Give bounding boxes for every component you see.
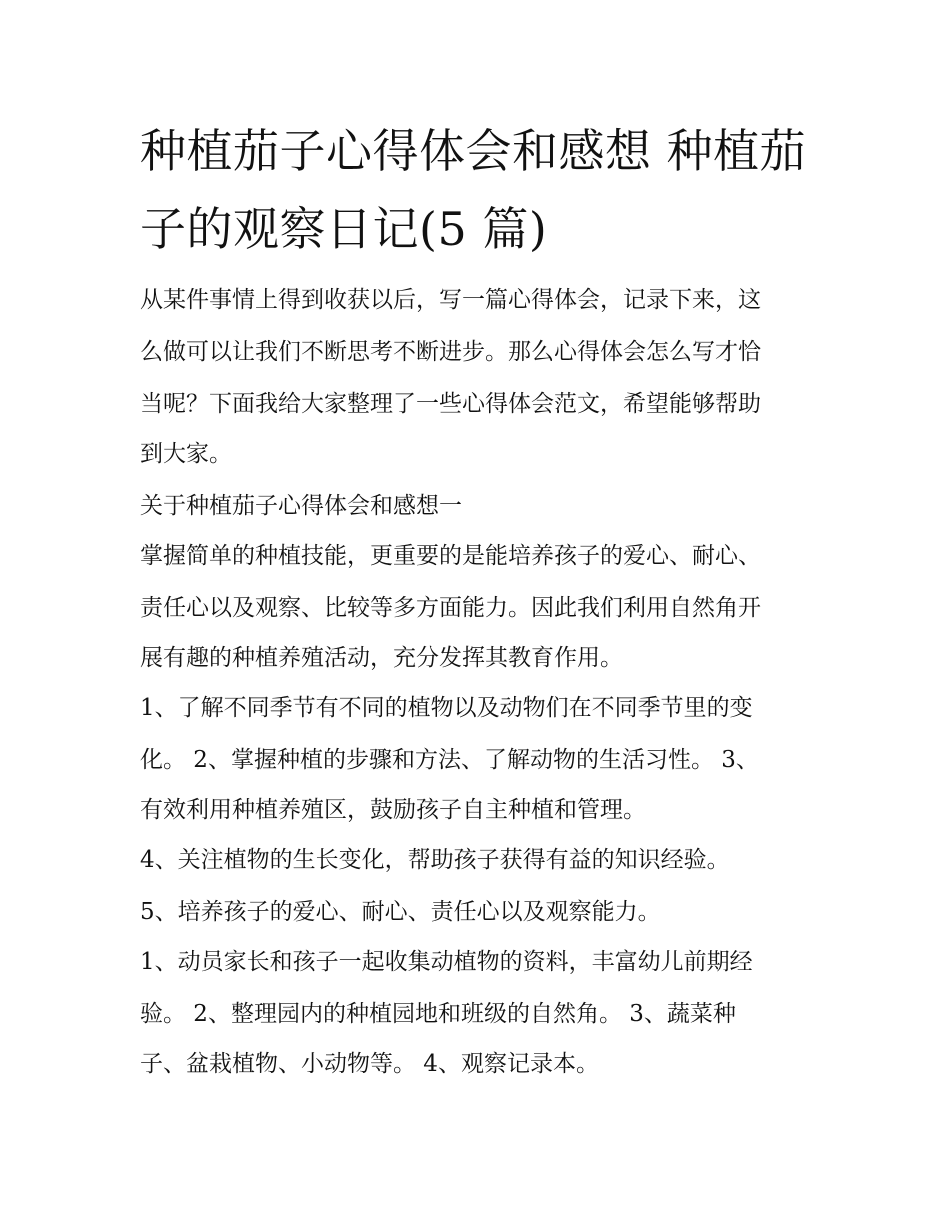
- list-item: 5、培养孩子的爱心、耐心、责任心以及观察能力。: [140, 899, 661, 925]
- list-item: 验。 2、整理园内的种植园地和班级的自然角。 3、蔬菜种: [140, 1001, 736, 1027]
- text-line: 当呢？下面我给大家整理了一些心得体会范文，希望能够帮助: [140, 391, 761, 417]
- text-line: 责任心以及观察、比较等多方面能力。因此我们利用自然角开: [140, 595, 761, 621]
- list-item: 4、关注植物的生长变化，帮助孩子获得有益的知识经验。: [140, 847, 730, 873]
- text-line: 展有趣的种植养殖活动，充分发挥其教育作用。: [140, 645, 623, 671]
- text-line: 从某件事情上得到收获以后，写一篇心得体会，记录下来，这: [140, 287, 761, 313]
- list-item: 1、了解不同季节有不同的植物以及动物们在不同季节里的变: [140, 695, 753, 721]
- section-heading: 关于种植茄子心得体会和感想一: [140, 493, 462, 519]
- document-title: 种植茄子心得体会和感想 种植茄子的观察日记(5 篇): [140, 124, 807, 256]
- text-line: 么做可以让我们不断思考不断进步。那么心得体会怎么写才恰: [140, 339, 761, 365]
- text-line: 到大家。: [140, 441, 232, 467]
- text-line: 掌握简单的种植技能，更重要的是能培养孩子的爱心、耐心、: [140, 543, 761, 569]
- list-item: 化。 2、掌握种植的步骤和方法、了解动物的生活习性。 3、: [140, 747, 759, 773]
- list-item: 子、盆栽植物、小动物等。 4、观察记录本。: [140, 1051, 599, 1077]
- list-item: 1、动员家长和孩子一起收集动植物的资料，丰富幼儿前期经: [140, 949, 753, 975]
- list-item: 有效利用种植养殖区，鼓励孩子自主种植和管理。: [140, 797, 646, 823]
